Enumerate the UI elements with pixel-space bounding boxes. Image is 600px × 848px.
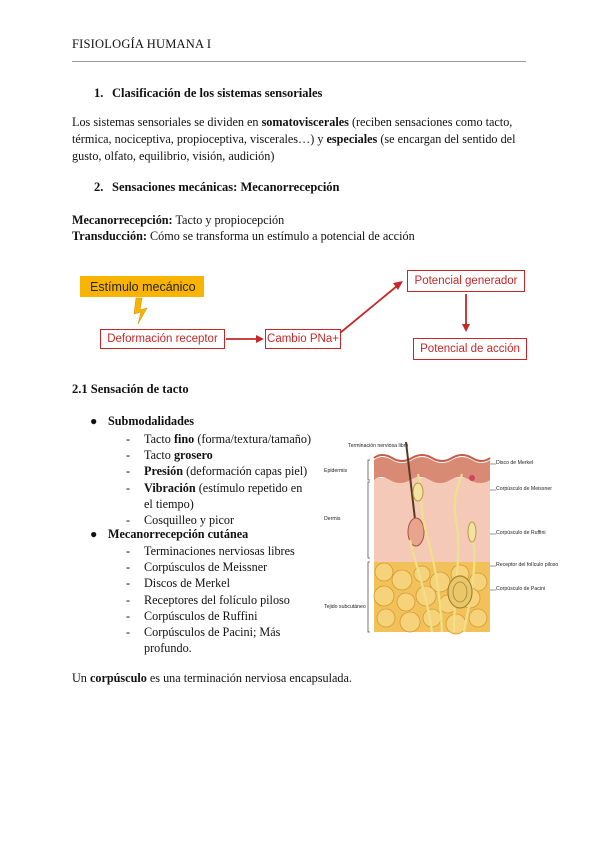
section2-heading: Sensaciones mecánicas: Mecanorrecepción xyxy=(112,180,340,194)
list-item-continuation xyxy=(144,496,324,512)
term-especiales: especiales xyxy=(326,132,378,146)
text-run: Sub xyxy=(108,414,129,428)
section1-number: 1. xyxy=(94,86,104,100)
term: Vibración xyxy=(144,480,196,495)
potencial-generador-box: Potencial generador xyxy=(407,270,525,292)
text-run: Cosquilleo y picor xyxy=(144,513,235,528)
dash: - xyxy=(126,480,131,495)
label-meissner: Corpúsculo de Meissner xyxy=(496,486,552,492)
definition-term: Mecanorrecepción: xyxy=(72,213,173,227)
dash: - xyxy=(126,464,131,479)
bullet-dot: ● xyxy=(90,414,98,428)
text-run: (reciben sensaciones como tacto, térmica, nociceptiva, propioceptiva, viscerales…) y xyxy=(72,115,513,146)
merkel-disc xyxy=(469,475,475,481)
text-run: Corpúsculos de Meissner xyxy=(144,560,268,575)
bullet-heading xyxy=(108,414,194,428)
dermis-layer xyxy=(374,478,490,562)
section1-heading: Clasificación de los sistemas sensoriales xyxy=(112,86,323,100)
text-run: Terminaciones nerviosas libres xyxy=(144,544,295,558)
list-item xyxy=(126,575,324,591)
term: fino xyxy=(173,432,195,446)
label-ruffini: Corpúsculo de Ruffini xyxy=(496,530,546,536)
definition-text: Tacto y propiocepción xyxy=(172,213,285,227)
term-somatoviscerales: somatoviscerales xyxy=(261,115,349,129)
section21-heading: 2.1 Sensación de tacto xyxy=(72,382,189,396)
list-item xyxy=(126,480,324,496)
term: Presión xyxy=(144,464,184,479)
deformation-box: Deformación receptor xyxy=(100,329,225,349)
dash: - xyxy=(126,544,131,558)
definition-text: Cómo se transforma un estímulo a potencial de acción xyxy=(146,229,415,243)
bullet-submodalidades xyxy=(90,414,195,429)
list-item-continuation xyxy=(144,640,324,656)
text-run: Corpúsculos de Pacini; Más xyxy=(144,625,281,640)
list-item xyxy=(126,431,324,447)
bullet-dot: ● xyxy=(90,527,98,541)
label-terminacion-libre: Terminación nerviosa libre xyxy=(348,443,409,449)
bullet-mecanorrecepcion xyxy=(90,527,249,542)
arrowhead xyxy=(462,324,470,332)
arrow-cambio-to-generador xyxy=(340,286,397,333)
dash: - xyxy=(126,513,131,528)
list-item xyxy=(126,447,324,463)
text-run: Receptores del folículo piloso xyxy=(144,592,290,607)
list-item xyxy=(126,543,324,559)
dash: - xyxy=(126,576,131,591)
list-item xyxy=(126,592,324,608)
pacini-corpuscle xyxy=(448,576,472,608)
term-corpusculo: corpúsculo xyxy=(89,671,147,685)
cambio-pna-box: Cambio PNa+ xyxy=(265,329,341,349)
list-item xyxy=(126,512,324,528)
skin-receptors-figure xyxy=(322,440,559,636)
ruffini-corpuscle xyxy=(468,522,476,542)
text-run: modalidades xyxy=(128,414,195,428)
text-run: Tacto xyxy=(144,432,174,446)
meissner-corpuscle xyxy=(413,483,423,501)
potencial-accion-box: Potencial de acción xyxy=(413,338,527,360)
text-run: Un xyxy=(72,671,90,685)
stimulus-box: Estímulo mecánico xyxy=(80,276,204,297)
dash: - xyxy=(126,608,131,623)
label-dermis: Dermis xyxy=(324,516,341,522)
text-run: Los sistemas sensoriales se dividen en xyxy=(72,115,262,129)
leader-lines xyxy=(490,464,496,590)
list-item xyxy=(126,463,324,479)
text-run: (se encargan del sentido del gusto, olfato, equilibrio, visión, audición) xyxy=(72,132,516,163)
dash: - xyxy=(126,432,131,446)
lightning-bolt-icon xyxy=(134,298,147,324)
label-pacini: Corpúsculo de Pacini xyxy=(496,586,546,592)
label-merkel: Disco de Merkel xyxy=(496,460,534,466)
dash: - xyxy=(126,448,131,463)
page-header: FISIOLOGÍA HUMANA I xyxy=(72,37,212,51)
list-item xyxy=(126,608,324,624)
term: grosero xyxy=(173,448,213,463)
closing-sentence xyxy=(72,670,352,687)
bullet-heading: Mecanorrecepción cutánea xyxy=(108,527,249,541)
label-epidermis: Epidermis xyxy=(324,468,348,474)
mecanorrecepcion-list xyxy=(126,543,324,656)
label-foliculo: Receptor del folículo piloso xyxy=(496,562,559,568)
layer-brackets xyxy=(368,460,370,632)
text-run: (forma/textura/tamaño) xyxy=(194,432,312,446)
dash: - xyxy=(126,625,131,640)
list-item xyxy=(126,624,324,640)
dash: - xyxy=(126,592,131,607)
dash: - xyxy=(126,560,131,575)
section2-number: 2. xyxy=(94,180,104,194)
text-run: (estímulo repetido en xyxy=(195,480,303,495)
text-run: profundo. xyxy=(144,641,192,656)
text-run: (deformación capas piel) xyxy=(183,464,308,479)
list-item xyxy=(126,559,324,575)
submodalidades-list xyxy=(126,431,324,528)
text-run: Corpúsculos de Ruffini xyxy=(144,608,258,623)
definition-term: Transducción: xyxy=(72,229,147,243)
text-run: Discos de Merkel xyxy=(144,576,230,591)
arrowhead xyxy=(256,335,264,343)
text-run: el tiempo) xyxy=(144,496,194,511)
text-run: Tacto xyxy=(144,448,174,463)
label-tejido-subcutaneo: Tejido subcutáneo xyxy=(324,604,366,610)
text-run: es una terminación nerviosa encapsulada. xyxy=(146,671,352,685)
